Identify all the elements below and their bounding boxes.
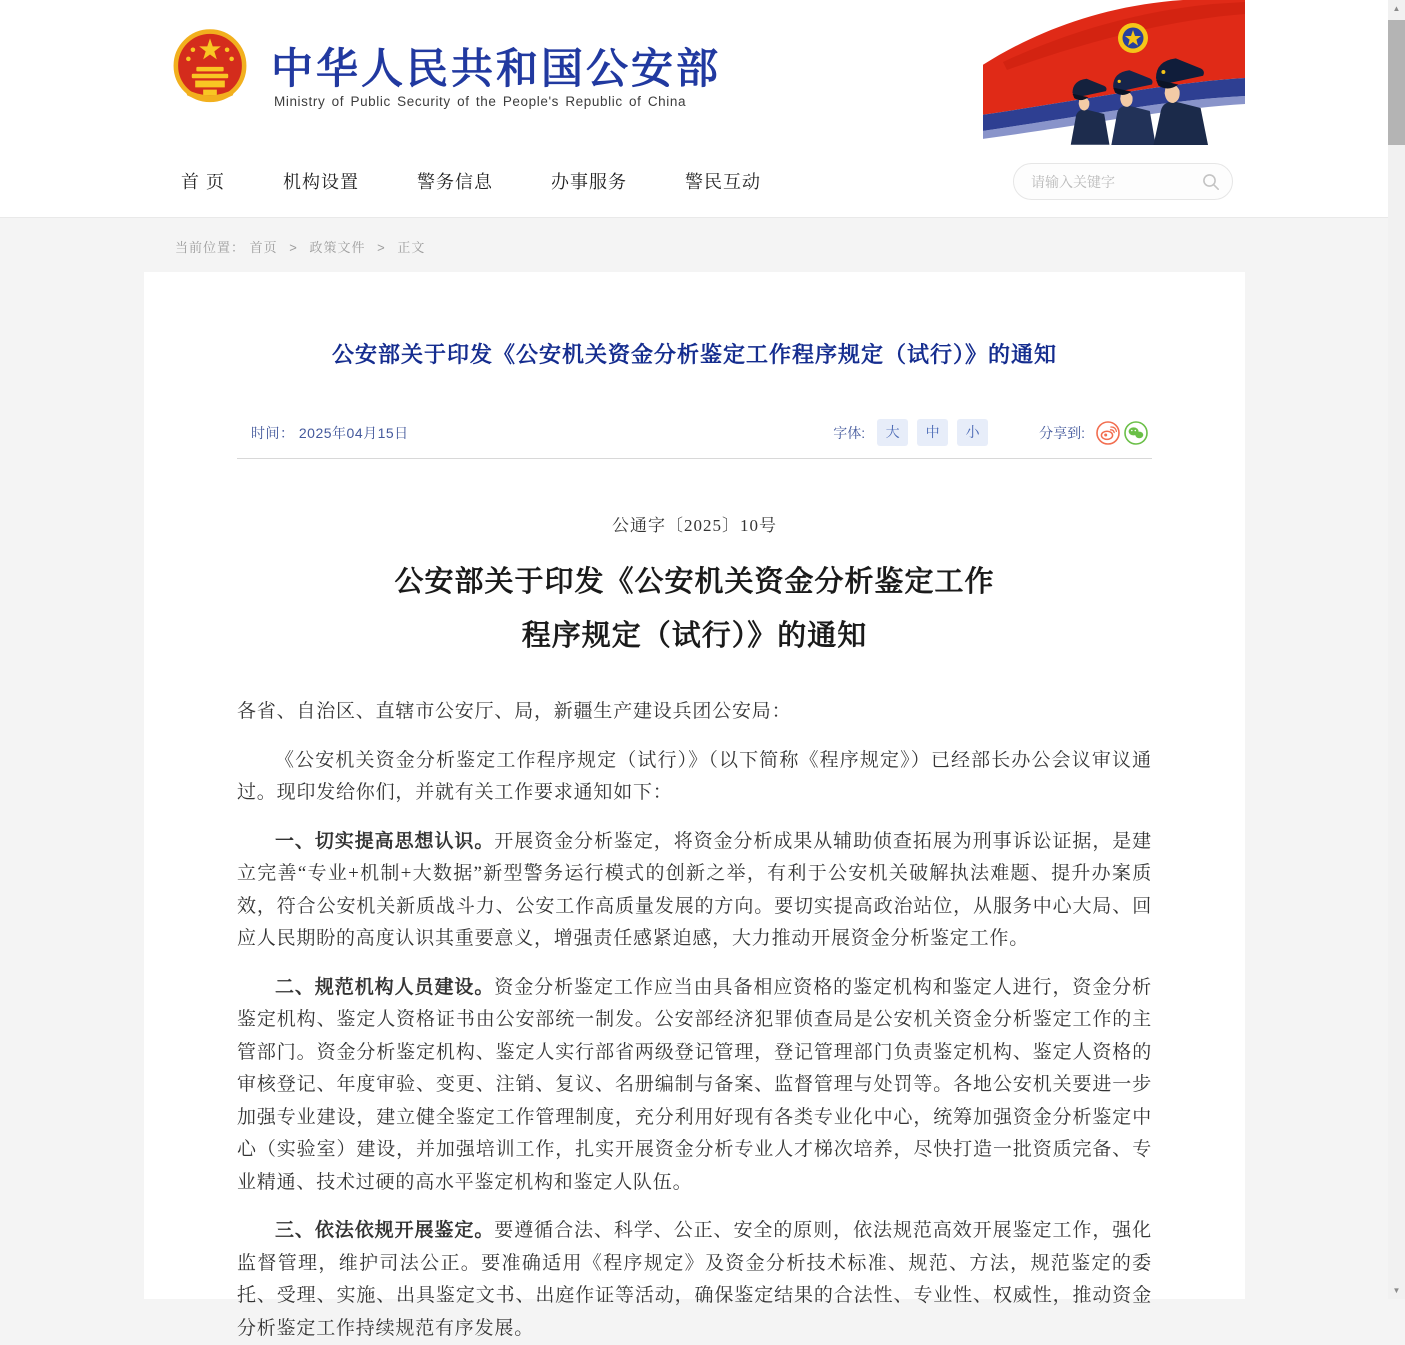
breadcrumb-label: 当前位置： bbox=[175, 240, 246, 255]
scrollbar-thumb[interactable] bbox=[1388, 20, 1405, 145]
breadcrumb-home-link[interactable]: 首页 bbox=[249, 240, 278, 255]
nav-item-organization[interactable]: 机构设置 bbox=[283, 172, 360, 192]
scrollbar-down-icon[interactable]: ▼ bbox=[1392, 1286, 1401, 1295]
paragraph-3 bbox=[237, 1215, 1152, 1345]
search-icon[interactable] bbox=[1202, 173, 1220, 191]
site-subtitle: Ministry of Public Security of the People's Republic of China bbox=[274, 94, 687, 109]
salutation: 各省、自治区、直辖市公安厅、局，新疆生产建设兵团公安局： bbox=[237, 701, 792, 722]
paragraph-3-text: 要遵循合法、科学、公正、安全的原则，依法规范高效开展鉴定工作，强化监督管理，维护司法公正。要准确适用《程序规定》及资金分析技术标准、规范、方法，规范鉴定的委托、受理、实施、出具鉴定文书、出庭作证等活动，确保鉴定结果的合法性、专业性、权威性，推动资金分析鉴定工作持续规范有序发展。 bbox=[237, 1220, 1152, 1339]
page-title: 公安部关于印发《公安机关资金分析鉴定工作程序规定（试行）》的通知 bbox=[331, 342, 1057, 367]
article-meta-row bbox=[237, 419, 1152, 447]
share-label: 分享到: bbox=[1039, 424, 1085, 441]
document-body bbox=[237, 696, 1152, 1345]
breadcrumb-policy-link[interactable]: 政策文件 bbox=[309, 240, 366, 255]
site-header bbox=[0, 0, 1388, 145]
publish-time bbox=[251, 423, 409, 443]
breadcrumb-current: 正文 bbox=[397, 240, 426, 255]
search-box bbox=[1013, 163, 1233, 200]
document-title-line2: 程序规定（试行）》的通知 bbox=[521, 620, 868, 652]
weibo-share-icon[interactable] bbox=[1096, 421, 1120, 445]
nav-item-home[interactable]: 首 页 bbox=[181, 172, 226, 192]
breadcrumb-separator: > bbox=[289, 240, 298, 255]
publish-date: 2025年04月15日 bbox=[298, 425, 409, 441]
nav-item-services[interactable]: 办事服务 bbox=[551, 172, 628, 192]
font-size-label: 字体: bbox=[833, 424, 866, 441]
font-size-small-button[interactable]: 小 bbox=[957, 419, 988, 446]
document-number: 公通字〔2025〕10号 bbox=[612, 516, 777, 535]
police-flag-banner-image bbox=[983, 0, 1245, 145]
nav-item-police-info[interactable]: 警务信息 bbox=[417, 172, 494, 192]
breadcrumb-separator: > bbox=[377, 240, 386, 255]
font-size-large-button[interactable]: 大 bbox=[877, 419, 908, 446]
time-label: 时间： bbox=[251, 425, 295, 441]
scrollbar[interactable] bbox=[1388, 0, 1405, 1299]
wechat-share-icon[interactable] bbox=[1124, 421, 1148, 445]
article-card bbox=[144, 272, 1245, 1339]
document-title-line1: 公安部关于印发《公安机关资金分析鉴定工作 bbox=[394, 566, 995, 598]
paragraph-1 bbox=[237, 826, 1152, 956]
paragraph-3-lead: 三、依法依规开展鉴定。 bbox=[275, 1220, 495, 1241]
paragraph-1-lead: 一、切实提高思想认识。 bbox=[275, 830, 495, 852]
scrollbar-up-icon[interactable]: ▲ bbox=[1392, 4, 1401, 13]
national-emblem-icon bbox=[173, 27, 247, 109]
nav-item-interaction[interactable]: 警民互动 bbox=[685, 172, 762, 192]
document-title bbox=[237, 555, 1152, 663]
document bbox=[237, 511, 1152, 1345]
font-size-medium-button[interactable]: 中 bbox=[917, 419, 948, 446]
search-input[interactable] bbox=[1031, 164, 1201, 199]
paragraph-2-lead: 二、规范机构人员建设。 bbox=[275, 976, 495, 998]
site-title: 中华人民共和国公安部 bbox=[271, 45, 722, 92]
breadcrumb bbox=[175, 237, 425, 256]
paragraph-2-text: 资金分析鉴定工作应当由具备相应资格的鉴定机构和鉴定人进行，资金分析鉴定机构、鉴定人资格证书由公安部统一制发。公安部经济犯罪侦查局是公安机关资金分析鉴定工作的主管部门。资金分析鉴定机构、鉴定人实行部省两级登记管理，登记管理部门负责鉴定机构、鉴定人资格的审核登记、年度审验、变更、注销、复议、名册编制与备案、监督管理与处罚等。各地公安机关要进一步加强专业建设，建立健全鉴定工作管理制度，充分利用好现有各类专业化中心，统筹加强资金分析鉴定中心（实验室）建设，并加强培训工作，扎实开展资金分析专业人才梯次培养，尽快打造一批资质完备、专业精通、技术过硬的高水平鉴定机构和鉴定人队伍。 bbox=[237, 976, 1152, 1193]
paragraph-1-text: 开展资金分析鉴定，将资金分析成果从辅助侦查拓展为刑事诉讼证据，是建立完善“专业+机制+大数据”新型警务运行模式的创新之举，有利于公安机关破解执法难题、提升办案质效，符合公安机关新质战斗力、公安工作高质量发展的方向。要切实提高政治站位，从服务中心大局、回应人民期盼的高度认识其重要意义，增强责任感紧迫感，大力推动开展资金分析鉴定工作。 bbox=[237, 830, 1152, 949]
main-nav bbox=[0, 145, 1388, 218]
intro-paragraph: 《公安机关资金分析鉴定工作程序规定（试行）》（以下简称《程序规定》）已经部长办公会议审议通过。现印发给你们，并就有关工作要求通知如下： bbox=[237, 749, 1152, 803]
meta-divider bbox=[237, 458, 1152, 459]
paragraph-2 bbox=[237, 972, 1152, 1200]
